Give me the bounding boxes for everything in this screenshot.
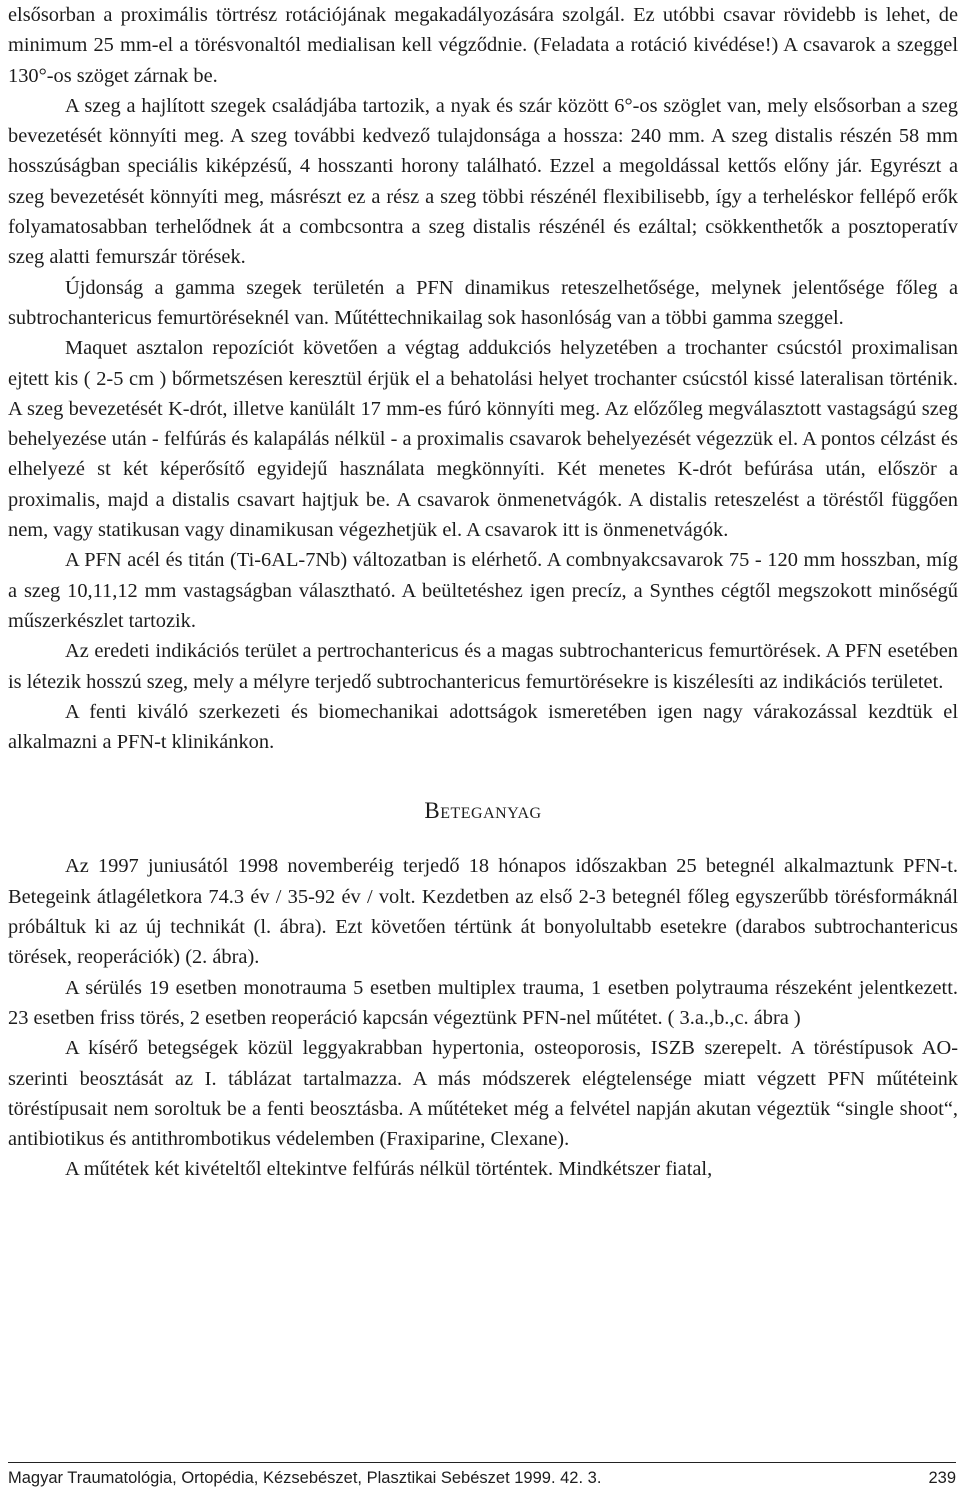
paragraph-patients: Az 1997 juniusától 1998 novemberéig terjedő 18 hónapos időszakban 25 betegnél alkalmaztunk PFN-t. Betegeink átlagéletkora 74.3 év / 35-92 év / volt. Kezdetben az első 2-3 betegnél főleg egyszerűbb törésformáknál próbáltuk ki az új technikát (l. ábra). Ezt követően tértünk át bonyolultabb esetekre (darabos subtrochantericus törések, reoperációk) (2. ábra). [8, 855, 958, 969]
page-number: 239 [928, 1469, 956, 1487]
journal-citation: Magyar Traumatológia, Ortopédia, Kézsebészet, Plasztikai Sebészet 1999. 42. 3. [8, 1469, 602, 1487]
paragraph-nail-design: A szeg a hajlított szegek családjába tartozik, a nyak és szár között 6°-os szöglet van, mely elsősorban a szeg bevezetését könnyíti meg. A szeg további kedvező tulajdonsága a hossza: 240 mm. A szeg distalis részén 58 mm hosszúságban speciális kiképzésű, 4 hosszanti horony található. Ezzel a megoldással kettős előny jár. Egyrészt a szeg bevezetését könnyíti meg, másrészt ez a rész a szeg többi részénél flexibilisebb, így a terheléskor fellépő erők folyamatosabban terhelődnek át a combcsontra a szeg distalis részénél és ezáltal; csökkenthetők a posztoperatív szeg alatti femurszár törések. [8, 94, 958, 269]
paragraph-continuation: elsősorban a proximális törtrész rotációjának megakadályozására szolgál. Ez utóbbi csavar rövidebb is lehet, de minimum 25 mm-el a törésvonaltól medialisan kell végződnie. (Feladata a rotáció kivédése!) A csavarok a szeggel 130°-os szöget zárnak be. [8, 4, 958, 87]
paragraph-materials: A PFN acél és titán (Ti-6AL-7Nb) változatban is elérhető. A combnyakcsavarok 75 - 120 mm hosszban, míg a szeg 10,11,12 mm vastagságban választható. A beültetéshez igen precíz, a Synthes cégtől megszokott minőségű műszerkészlet tartozik. [8, 549, 958, 632]
page-footer [8, 1465, 956, 1491]
paragraph-operations: A műtétek két kivételtől eltekintve felfúrás nélkül történtek. Mindkétszer fiatal, [65, 1158, 713, 1181]
paragraph-comorbidities: A kísérő betegségek közül leggyakrabban hypertonia, osteoporosis, ISZB szerepelt. A töréstípusok AO-szerinti beosztását az I. táblázat tartalmazza. A más módszerek elégtelensége miatt végzett PFN műtéteink töréstípusait nem soroltuk be a fenti beosztásba. A műtéteket még a felvétel napján akutan végeztük “single shoot“, antibiotikus és antithrombotikus védelemben (Fraxiparine, Clexane). [8, 1037, 958, 1151]
paragraph-expectations: A fenti kiváló szerkezeti és biomechanikai adottságok ismeretében igen nagy várakozással kezdtük el alkalmazni a PFN-t klinikánkon. [8, 700, 958, 754]
section-heading: Beteganyag [424, 798, 542, 824]
paragraph-indications: Az eredeti indikációs terület a pertrochantericus és a magas subtrochantericus femurtörések. A PFN esetében is létezik hosszú szeg, mely a mélyre terjedő subtrochantericus femurtörésekre is kiszélesíti az indikációs területet. [8, 640, 958, 693]
paragraph-injury-types: A sérülés 19 esetben monotrauma 5 esetben multiplex trauma, 1 esetben polytrauma részeként jelentkezett. 23 esetben friss törés, 2 esetben reoperáció kapcsán végeztünk PFN-nel műtétet. ( 3.a.,b.,c. ábra ) [8, 976, 958, 1029]
paragraph-surgical-technique: Maquet asztalon repozíciót követően a végtag addukciós helyzetében a trochanter csúcstól proximalisan ejtett kis ( 2-5 cm ) bőrmetszésen keresztül érjük el a behatolási helyet trochanter csúcstól kissé lateralisan történik. A szeg bevezetését K-drót, illetve kanülált 17 mm-es fúró könnyíti meg. Az előzőleg megválasztott vastagságú szeg behelyezése után - felfúrás és kalapálás nélkül - a proximalis csavarok behelyezését végezzük el. A pontos célzást és elhelyezé st két képerősítő egyidejű használata megkönnyíti. Két menetes K-drót befúrása után, először a proximalis, majd a distalis csavart hajtjuk be. A csavarok önmenetvágók. A distalis reteszelést a töréstől függően nem, vagy statikusan vagy dinamikusan végezhetjük el. A csavarok itt is önmenetvágók. [8, 337, 958, 542]
article-body [8, 0, 958, 1185]
paragraph-dynamic-locking: Újdonság a gamma szegek területén a PFN dinamikus reteszelhetősége, melynek jelentősége főleg a subtrochantericus femurtöréseknél van. Műtéttechnikailag sok hasonlóság van a többi gamma szeggel. [8, 276, 958, 329]
footer-divider [8, 1462, 956, 1463]
